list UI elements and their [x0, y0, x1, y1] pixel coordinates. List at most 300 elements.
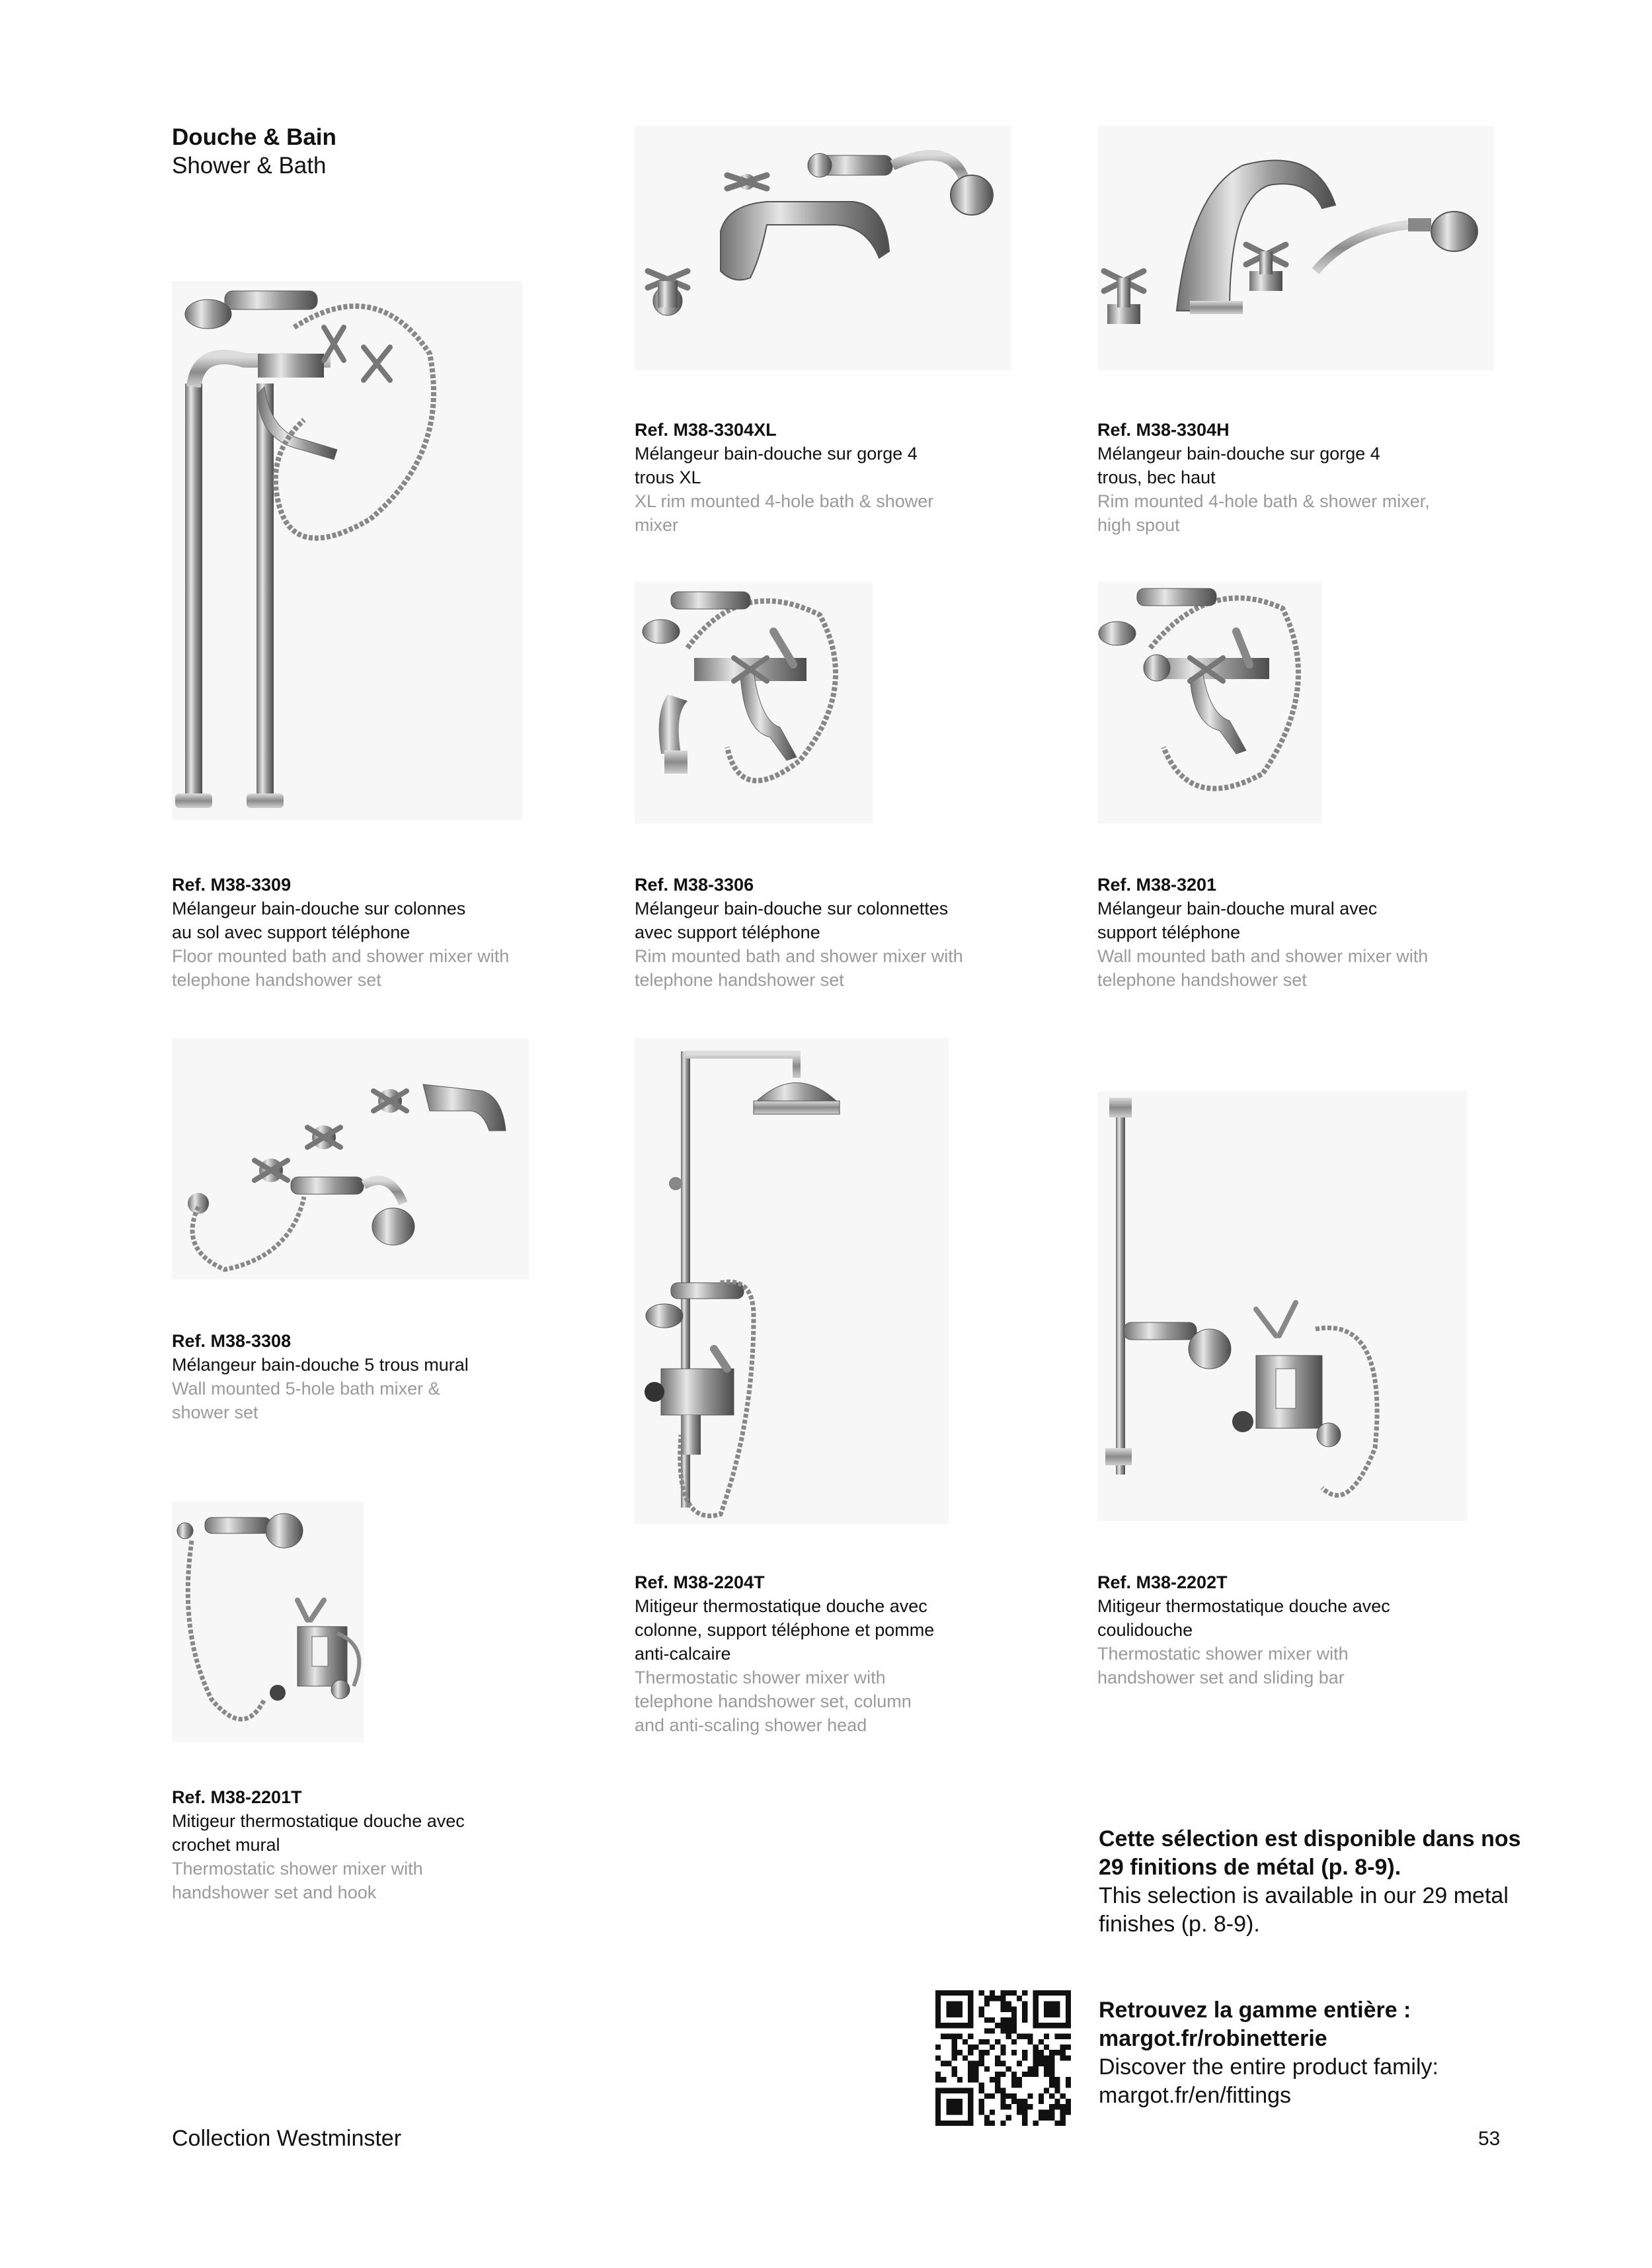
product-caption-m38-3201 — [1097, 873, 1428, 992]
product-name-en: Thermostatic shower mixer with handshower set and sliding bar — [1097, 1644, 1349, 1687]
qr-module — [935, 2077, 941, 2082]
qr-module — [941, 2077, 946, 2082]
qr-module — [1022, 1990, 1027, 1996]
qr-module — [952, 2007, 957, 2012]
qr-module — [1027, 2093, 1033, 2099]
qr-module — [1044, 2088, 1049, 2093]
website-link-en[interactable]: Discover the entire product family: margot.fr/en/fittings — [1099, 2054, 1438, 2108]
product-name-en: Wall mounted 5-hole bath mixer & shower set — [172, 1379, 440, 1422]
qr-module — [963, 1990, 968, 1996]
qr-module — [979, 2055, 984, 2060]
qr-module — [1000, 2028, 1005, 2033]
qr-module — [1022, 2104, 1027, 2109]
qr-module — [1066, 2001, 1071, 2006]
product-name-fr: Mélangeur bain-douche sur gorge 4 trous, bec haut — [1097, 444, 1380, 487]
qr-module — [1044, 2001, 1049, 2006]
qr-module — [1044, 2007, 1049, 2012]
qr-module — [968, 2093, 973, 2099]
qr-module — [946, 2104, 951, 2109]
qr-module — [941, 1990, 946, 1996]
qr-module — [1000, 2099, 1005, 2104]
qr-module — [1039, 2050, 1044, 2055]
qr-module — [1049, 1990, 1054, 1996]
qr-module — [946, 2034, 951, 2039]
product-caption-m38-3308 — [172, 1329, 502, 1424]
qr-module — [1054, 2034, 1060, 2039]
product-image-m38-3201 — [1097, 582, 1322, 823]
qr-module — [1049, 2012, 1054, 2017]
qr-module — [995, 2088, 1000, 2093]
qr-module — [1060, 2055, 1066, 2060]
qr-module — [1017, 2104, 1022, 2109]
qr-module — [946, 2061, 951, 2066]
product-name-en: Thermostatic shower mixer with handshower set and hook — [172, 1859, 423, 1902]
qr-module — [957, 1990, 963, 1996]
qr-module — [1011, 2050, 1017, 2055]
qr-module — [1033, 2050, 1039, 2055]
product-caption-m38-2204t — [635, 1570, 965, 1737]
qr-module — [1066, 2082, 1071, 2087]
qr-module — [968, 2045, 973, 2050]
qr-module — [968, 1996, 973, 2001]
qr-module — [957, 2034, 963, 2039]
qr-module — [1054, 2012, 1060, 2017]
qr-module — [952, 2045, 957, 2050]
product-image-m38-2201t — [172, 1501, 364, 1742]
qr-module — [1039, 2055, 1044, 2060]
qr-module — [973, 2045, 978, 2050]
website-link-fr[interactable]: Retrouvez la gamme entière : margot.fr/robinetterie — [1099, 1998, 1411, 2051]
finishes-note-fr: Cette sélection est disponible dans nos 29 finitions de métal (p. 8-9). — [1099, 1826, 1521, 1880]
qr-module — [973, 2061, 978, 2066]
qr-module — [990, 2045, 995, 2050]
qr-module — [995, 2072, 1000, 2077]
qr-module — [1006, 2001, 1011, 2006]
qr-module — [1000, 2093, 1005, 2099]
qr-module — [1060, 2104, 1066, 2109]
qr-module — [1044, 2061, 1049, 2066]
qr-module — [946, 2012, 951, 2017]
qr-module — [1022, 2055, 1027, 2060]
product-image-m38-2202t — [1097, 1091, 1468, 1521]
qr-module — [1011, 2039, 1017, 2045]
qr-module — [1000, 1996, 1005, 2001]
qr-module — [990, 2109, 995, 2115]
qr-module — [1011, 2012, 1017, 2017]
qr-module — [1027, 2039, 1033, 2045]
qr-module — [979, 2012, 984, 2017]
qr-module — [979, 2109, 984, 2115]
qr-module — [1049, 2061, 1054, 2066]
qr-module — [1049, 2077, 1054, 2082]
qr-module — [1033, 2121, 1039, 2126]
qr-module — [1011, 2093, 1017, 2099]
qr-module — [990, 1996, 995, 2001]
qr-module — [1066, 2104, 1071, 2109]
qr-module — [995, 2077, 1000, 2082]
qr-module — [941, 2088, 946, 2093]
product-ref: Ref. M38-3308 — [172, 1331, 292, 1351]
qr-module — [935, 2023, 941, 2028]
qr-module — [1039, 2099, 1044, 2104]
qr-module — [935, 2001, 941, 2006]
qr-module — [1000, 2007, 1005, 2012]
product-image-m38-3308 — [172, 1038, 529, 1279]
qr-module — [963, 2088, 968, 2093]
qr-module — [935, 2104, 941, 2109]
qr-module — [984, 2028, 990, 2033]
qr-module — [935, 1996, 941, 2001]
product-caption-m38-3304xl — [635, 418, 965, 537]
qr-module — [935, 2017, 941, 2023]
qr-module — [952, 2001, 957, 2006]
product-caption-m38-2202t — [1097, 1570, 1428, 1689]
qr-module — [1049, 2072, 1054, 2077]
product-name-en: Rim mounted bath and shower mixer with telephone handshower set — [635, 946, 963, 990]
qr-module — [1006, 2007, 1011, 2012]
qr-module — [1017, 2082, 1022, 2087]
qr-module — [952, 2066, 957, 2072]
qr-module — [1066, 2012, 1071, 2017]
product-name-fr: Mélangeur bain-douche sur colonnettes avec support téléphone — [635, 899, 949, 942]
qr-module — [990, 2121, 995, 2126]
qr-module — [957, 2088, 963, 2093]
qr-module — [1054, 2077, 1060, 2082]
qr-module — [1060, 2023, 1066, 2028]
section-title-fr: Douche & Bain — [172, 124, 336, 150]
qr-module — [979, 1990, 984, 1996]
qr-module — [968, 2088, 973, 2093]
qr-module — [1017, 1996, 1022, 2001]
qr-module — [946, 2007, 951, 2012]
qr-module — [990, 2028, 995, 2033]
qr-module — [1044, 2115, 1049, 2121]
qr-module — [973, 2077, 978, 2082]
product-name-en: Wall mounted bath and shower mixer with telephone handshower set — [1097, 946, 1429, 990]
qr-module — [1000, 2072, 1005, 2077]
qr-module — [1000, 2017, 1005, 2023]
qr-module — [1049, 2066, 1054, 2072]
qr-module — [968, 2012, 973, 2017]
qr-module — [946, 2109, 951, 2115]
qr-module — [1066, 1990, 1071, 1996]
qr-module — [952, 2023, 957, 2028]
qr-module — [1060, 2045, 1066, 2050]
qr-module — [968, 2050, 973, 2055]
qr-module — [968, 2023, 973, 2028]
qr-module — [968, 2007, 973, 2012]
qr-module — [1044, 2109, 1049, 2115]
qr-module — [979, 2039, 984, 2045]
section-heading — [172, 123, 336, 180]
qr-module — [1044, 2066, 1049, 2072]
qr-module — [1054, 2001, 1060, 2006]
qr-module — [1066, 2055, 1071, 2060]
qr-module — [1033, 2007, 1039, 2012]
qr-module — [1022, 2050, 1027, 2055]
qr-module — [1000, 2045, 1005, 2050]
qr-module — [1060, 2115, 1066, 2121]
qr-module — [957, 2050, 963, 2055]
qr-module — [1066, 2034, 1071, 2039]
qr-module — [1033, 2055, 1039, 2060]
product-name-fr: Mitigeur thermostatique douche avec crochet mural — [172, 1811, 465, 1855]
qr-module — [1022, 2109, 1027, 2115]
qr-module — [957, 2099, 963, 2104]
qr-module — [1006, 2017, 1011, 2023]
product-ref: Ref. M38-2201T — [172, 1787, 302, 1807]
qr-module — [1017, 2077, 1022, 2082]
qr-module — [946, 1990, 951, 1996]
product-ref: Ref. M38-2202T — [1097, 1572, 1228, 1592]
qr-module — [1054, 2023, 1060, 2028]
qr-module — [957, 2001, 963, 2006]
qr-module — [1054, 2099, 1060, 2104]
qr-module — [1049, 2109, 1054, 2115]
qr-module — [995, 2061, 1000, 2066]
qr-module — [1027, 2104, 1033, 2109]
qr-module — [935, 2121, 941, 2126]
qr-module — [1049, 2050, 1054, 2055]
qr-module — [1060, 2121, 1066, 2126]
qr-module — [935, 2045, 941, 2050]
website-link[interactable] — [1099, 1996, 1522, 2110]
qr-module — [952, 2099, 957, 2104]
product-image-m38-3309 — [172, 281, 522, 820]
qr-module — [1066, 2023, 1071, 2028]
product-image-m38-3306 — [635, 582, 873, 823]
qr-module — [979, 2099, 984, 2104]
qr-module — [952, 2109, 957, 2115]
qr-module — [1033, 2017, 1039, 2023]
qr-module — [1033, 1996, 1039, 2001]
qr-module — [1044, 2034, 1049, 2039]
qr-module — [1033, 2045, 1039, 2050]
qr-module — [1039, 2039, 1044, 2045]
qr-module — [1060, 2050, 1066, 2055]
qr-module — [952, 2050, 957, 2055]
page-number: 53 — [1478, 2128, 1501, 2150]
qr-module — [963, 2039, 968, 2045]
qr-module — [984, 2017, 990, 2023]
qr-module — [968, 2066, 973, 2072]
qr-module — [935, 2109, 941, 2115]
qr-module — [941, 2023, 946, 2028]
qr-module — [1033, 2012, 1039, 2017]
qr-module — [1044, 1990, 1049, 1996]
product-name-fr: Mitigeur thermostatique douche avec colonne, support téléphone et pomme anti-calcaire — [635, 1596, 935, 1664]
product-caption-m38-3304h — [1097, 418, 1428, 537]
qr-module — [963, 2121, 968, 2126]
product-name-fr: Mélangeur bain-douche mural avec support téléphone — [1097, 899, 1378, 942]
qr-module — [1039, 2109, 1044, 2115]
qr-module — [979, 2104, 984, 2109]
qr-module — [984, 2039, 990, 2045]
qr-module — [1060, 2093, 1066, 2099]
qr-module — [990, 2077, 995, 2082]
qr-module — [968, 2034, 973, 2039]
qr-module — [1000, 2104, 1005, 2109]
qr-module — [952, 2072, 957, 2077]
qr-module — [1000, 2061, 1005, 2066]
qr-module — [1011, 2007, 1017, 2012]
qr-module — [1011, 2017, 1017, 2023]
product-name-fr: Mélangeur bain-douche sur colonnes au sol avec support téléphone — [172, 899, 466, 942]
qr-module — [984, 2050, 990, 2055]
qr-module — [1022, 2115, 1027, 2121]
qr-module — [984, 2093, 990, 2099]
qr-module — [1039, 1990, 1044, 1996]
qr-module — [1022, 2121, 1027, 2126]
qr-module — [1022, 2012, 1027, 2017]
qr-module — [957, 2007, 963, 2012]
qr-module — [1054, 2088, 1060, 2093]
qr-module — [946, 2001, 951, 2006]
qr-module — [995, 1996, 1000, 2001]
qr-module — [1066, 2007, 1071, 2012]
qr-module — [984, 1996, 990, 2001]
qr-module — [1011, 2072, 1017, 2077]
product-ref: Ref. M38-3309 — [172, 875, 292, 895]
product-ref: Ref. M38-3304H — [1097, 420, 1230, 440]
qr-module — [1022, 2007, 1027, 2012]
qr-module — [963, 2055, 968, 2060]
product-ref: Ref. M38-3201 — [1097, 875, 1217, 895]
qr-module — [990, 2017, 995, 2023]
qr-module — [1044, 2012, 1049, 2017]
qr-module — [935, 2055, 941, 2060]
qr-module — [968, 2001, 973, 2006]
qr-module — [935, 2072, 941, 2077]
qr-module — [1066, 2077, 1071, 2082]
qr-module — [941, 2121, 946, 2126]
qr-module — [935, 2115, 941, 2121]
qr-module — [1011, 2077, 1017, 2082]
qr-module — [1044, 2055, 1049, 2060]
qr-module — [979, 2050, 984, 2055]
qr-module — [957, 2109, 963, 2115]
qr-module — [935, 1990, 941, 1996]
qr-module — [941, 2034, 946, 2039]
qr-module — [1066, 2017, 1071, 2023]
qr-module — [1017, 2109, 1022, 2115]
qr-module — [1011, 1990, 1017, 1996]
qr-module — [1060, 2034, 1066, 2039]
qr-module — [1017, 2061, 1022, 2066]
qr-module — [968, 2115, 973, 2121]
qr-module — [990, 1990, 995, 1996]
qr-module — [1027, 2072, 1033, 2077]
qr-module — [1011, 2099, 1017, 2104]
qr-module — [1022, 2099, 1027, 2104]
qr-module — [952, 2012, 957, 2017]
product-name-fr: Mélangeur bain-douche sur gorge 4 trous XL — [635, 444, 918, 487]
product-name-fr: Mitigeur thermostatique douche avec coulidouche — [1097, 1596, 1390, 1640]
product-name-en: Floor mounted bath and shower mixer with telephone handshower set — [172, 946, 510, 990]
qr-module — [1000, 2050, 1005, 2055]
qr-module — [946, 2088, 951, 2093]
qr-module — [968, 2121, 973, 2126]
qr-module — [935, 2093, 941, 2099]
qr-code-graphic — [935, 1990, 1071, 2126]
qr-module — [1000, 2121, 1005, 2126]
qr-module — [979, 2061, 984, 2066]
product-caption-m38-2201t — [172, 1785, 502, 1904]
product-image-m38-3304xl — [635, 126, 1011, 370]
product-ref: Ref. M38-3306 — [635, 875, 754, 895]
qr-module — [1044, 2072, 1049, 2077]
qr-module — [968, 2017, 973, 2023]
qr-module — [957, 2012, 963, 2017]
qr-module — [1006, 2066, 1011, 2072]
qr-module — [1044, 2023, 1049, 2028]
qr-module — [979, 2082, 984, 2087]
qr-module — [984, 2066, 990, 2072]
qr-module — [968, 2109, 973, 2115]
qr-module — [968, 2099, 973, 2104]
qr-module — [941, 2061, 946, 2066]
qr-module — [1022, 2072, 1027, 2077]
qr-module — [1000, 1990, 1005, 1996]
qr-module — [995, 2055, 1000, 2060]
qr-module — [957, 2104, 963, 2109]
qr-module — [1054, 2050, 1060, 2055]
qr-module — [957, 2121, 963, 2126]
qr-module — [1006, 2028, 1011, 2033]
qr-module — [1060, 1990, 1066, 1996]
qr-module — [1022, 2017, 1027, 2023]
qr-module — [1006, 1990, 1011, 1996]
collection-name: Collection Westminster — [172, 2126, 402, 2151]
qr-module — [1039, 2061, 1044, 2066]
qr-module — [1006, 2034, 1011, 2039]
qr-module — [1006, 2023, 1011, 2028]
qr-module — [1027, 2034, 1033, 2039]
qr-module — [957, 2023, 963, 2028]
qr-module — [952, 2104, 957, 2109]
product-name-en: Thermostatic shower mixer with telephone handshower set, column and anti-scaling shower head — [635, 1668, 912, 1735]
qr-module — [1049, 2023, 1054, 2028]
qr-module — [952, 2055, 957, 2060]
qr-module — [979, 2088, 984, 2093]
qr-module — [952, 2039, 957, 2045]
qr-module — [935, 2012, 941, 2017]
finishes-note — [1099, 1825, 1522, 1939]
qr-code[interactable] — [935, 1990, 1071, 2126]
qr-module — [1006, 2104, 1011, 2109]
finishes-note-en: This selection is available in our 29 metal finishes (p. 8-9). — [1099, 1883, 1509, 1937]
product-ref: Ref. M38-3304XL — [635, 420, 777, 440]
qr-module — [1054, 2121, 1060, 2126]
qr-module — [968, 2104, 973, 2109]
qr-module — [952, 2034, 957, 2039]
qr-module — [1054, 2082, 1060, 2087]
qr-module — [995, 2082, 1000, 2087]
qr-module — [995, 2023, 1000, 2028]
qr-module — [1000, 2001, 1005, 2006]
qr-module — [1039, 2023, 1044, 2028]
qr-module — [1054, 1990, 1060, 1996]
qr-module — [935, 2099, 941, 2104]
qr-module — [1033, 1990, 1039, 1996]
qr-module — [935, 2007, 941, 2012]
qr-module — [946, 2099, 951, 2104]
qr-module — [990, 2093, 995, 2099]
qr-module — [1054, 2007, 1060, 2012]
qr-module — [1033, 2023, 1039, 2028]
qr-module — [1066, 2045, 1071, 2050]
product-ref: Ref. M38-2204T — [635, 1572, 765, 1592]
